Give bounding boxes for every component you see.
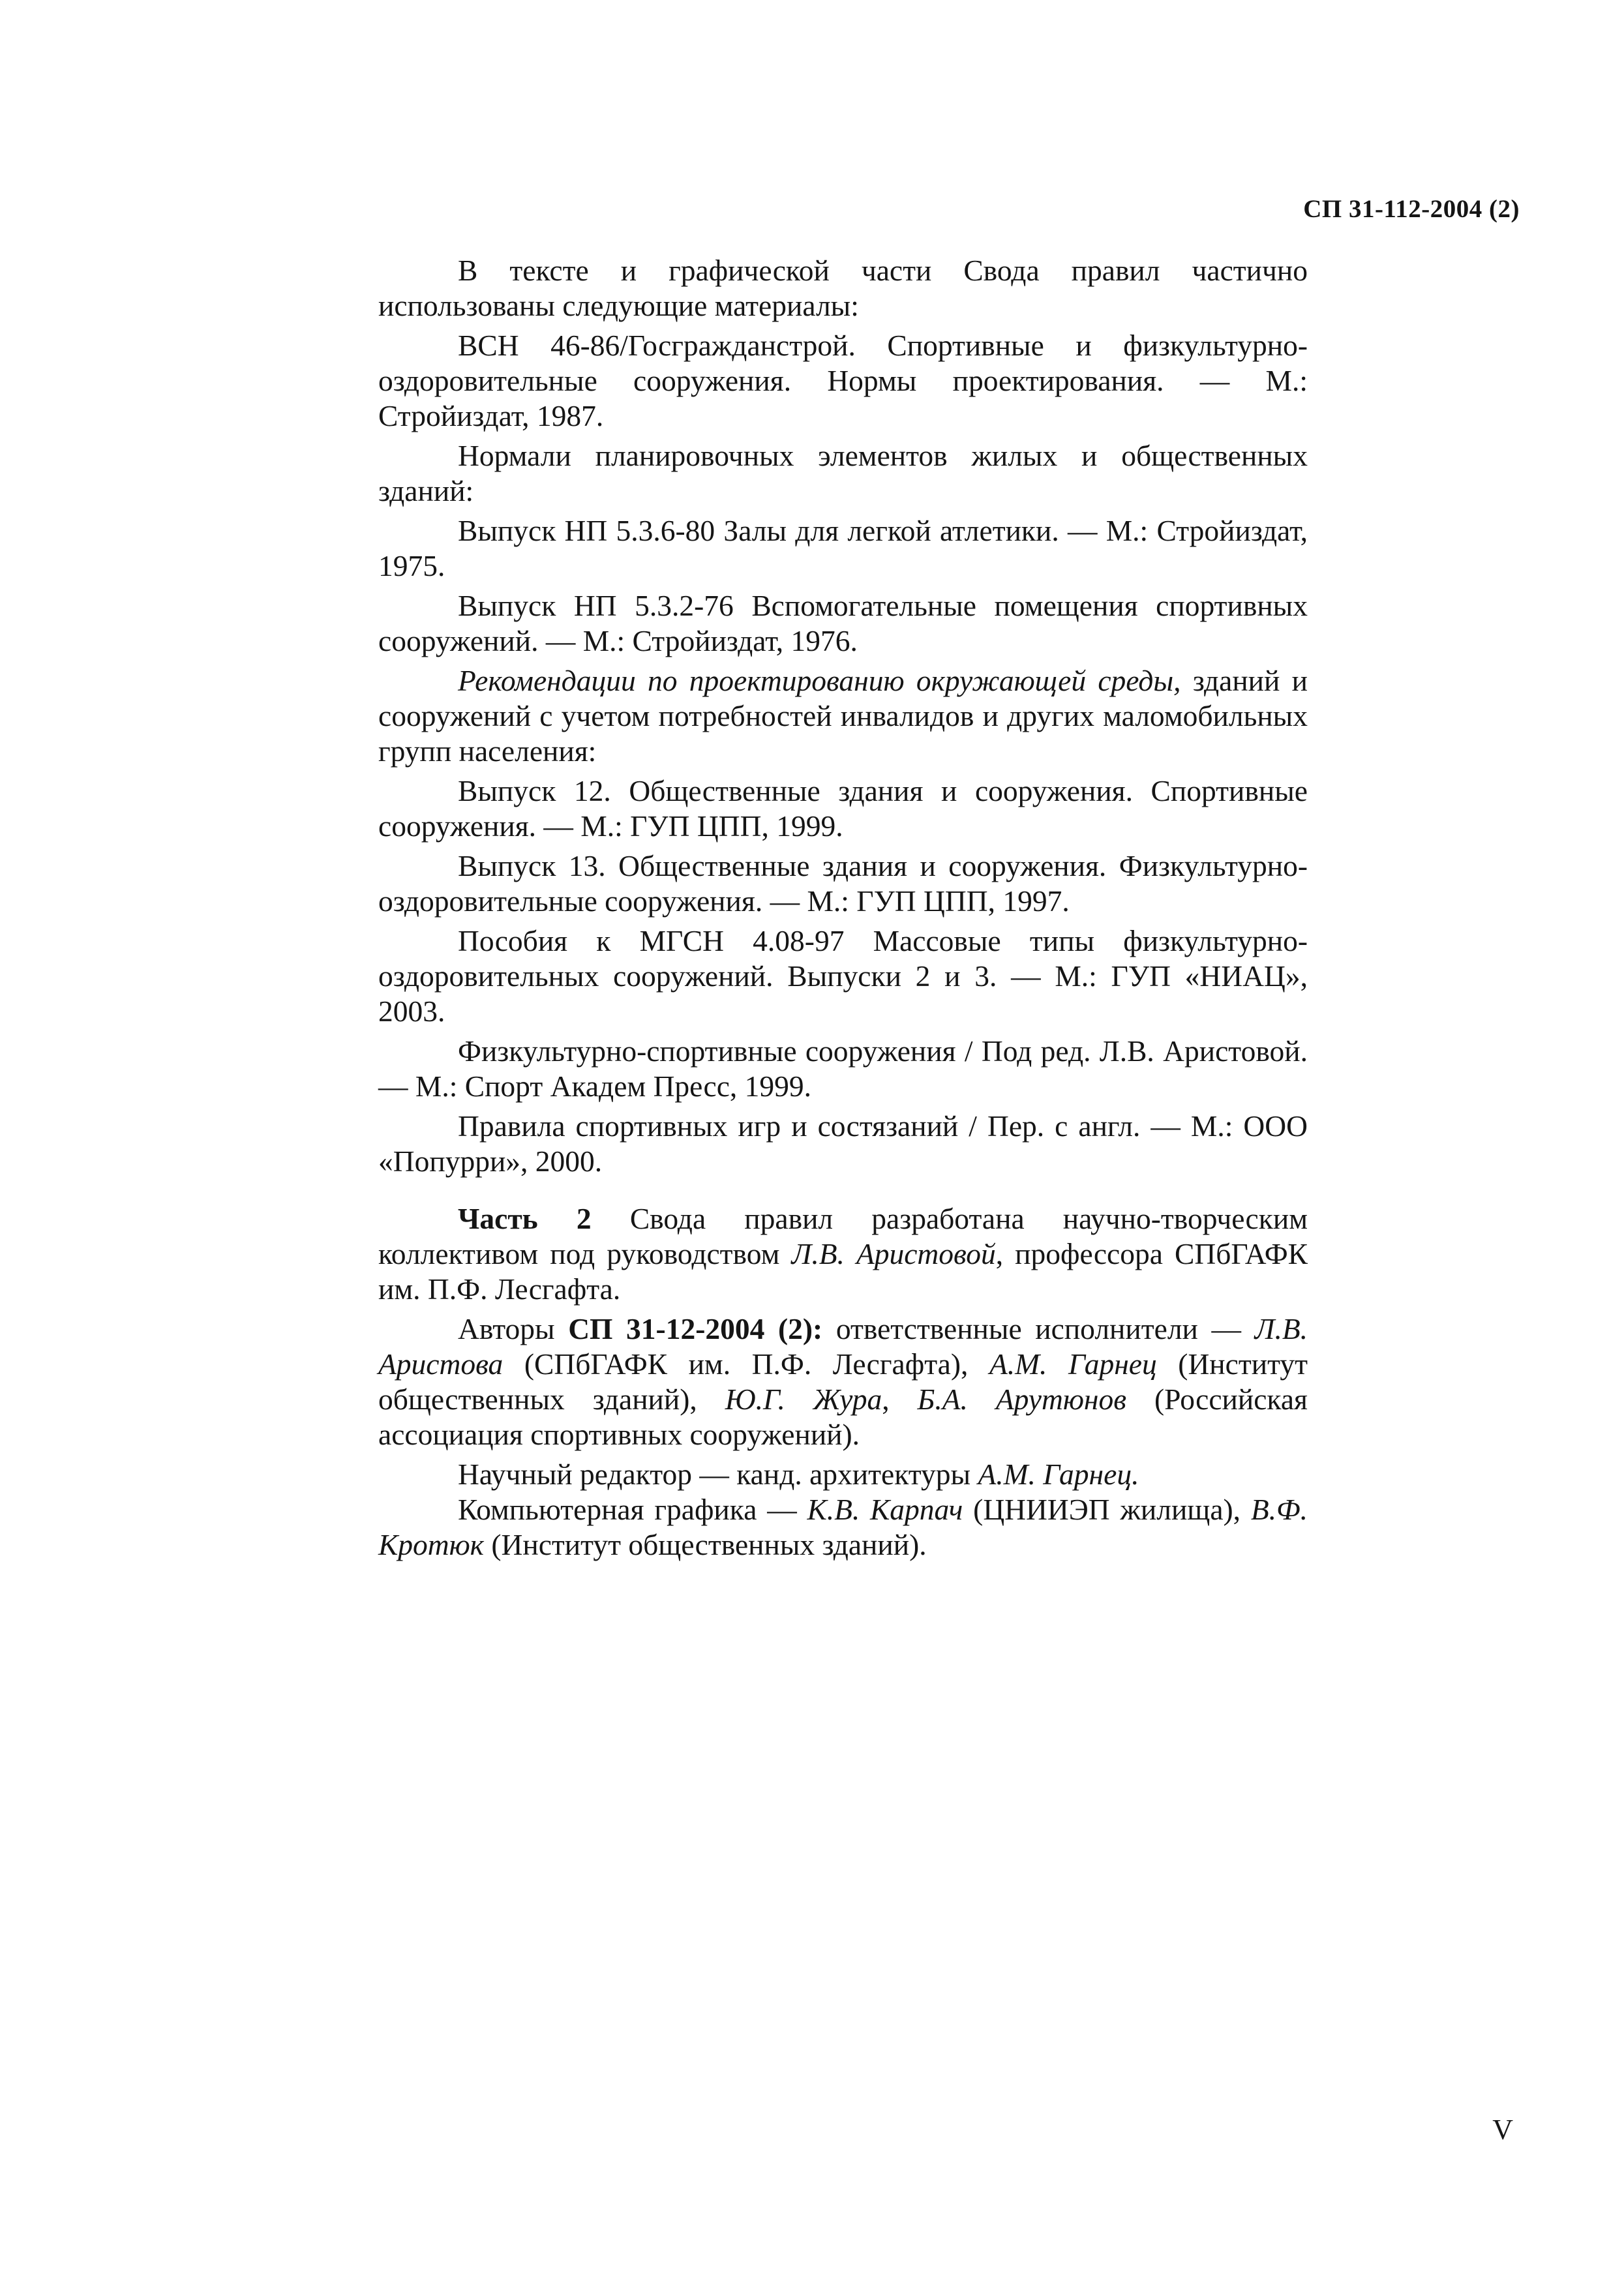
authors-credit bbox=[378, 1311, 1308, 1452]
document-body bbox=[378, 253, 1308, 1567]
part-credit bbox=[378, 1201, 1308, 1307]
page-number: V bbox=[1492, 2114, 1513, 2146]
author-arutyunov: Б.А. Арутюнов bbox=[917, 1383, 1127, 1416]
editor-name: А.М. Гарнец. bbox=[978, 1458, 1139, 1491]
document-code-header: СП 31-112-2004 (2) bbox=[1303, 195, 1520, 223]
authors-text: ответственные исполнители — bbox=[822, 1312, 1255, 1345]
part-label: Часть 2 bbox=[458, 1202, 592, 1235]
author-zhura: Ю.Г. Жура bbox=[725, 1383, 882, 1416]
recommendations-rest: зданий и сооружений с учетом потребностей инвалидов и других маломобильных групп населения: bbox=[378, 664, 1308, 768]
authors-label: Авторы bbox=[458, 1312, 569, 1345]
source-pravila: Правила спортивных игр и состязаний / Пер. с англ. — М.: ООО «Попурри», 2000. bbox=[378, 1109, 1308, 1178]
part-leader: Л.В. Аристовой bbox=[791, 1237, 996, 1270]
sources-intro: В тексте и графической части Свода правил частично использованы следующие материалы: bbox=[378, 254, 1308, 322]
source-posobiya: Пособия к МГСН 4.08-97 Массовые типы физкультурно-оздоровительных сооружений. Выпуски 2 и 3. — М.: ГУП «НИАЦ», 2003. bbox=[378, 924, 1308, 1028]
author-aristova: Л.В. Аристова bbox=[378, 1312, 1308, 1381]
source-fizkultura: Физкультурно-спортивные сооружения / Под ред. Л.В. Аристовой. — М.: Спорт Академ Пресс, 1999. bbox=[378, 1034, 1308, 1103]
authors-text: (СПбГАФК им. П.Ф. Лесгафта), bbox=[503, 1347, 989, 1381]
authors-text: (Институт общественных зданий), bbox=[378, 1347, 1308, 1416]
graphics-credit bbox=[378, 1492, 1308, 1563]
graphics-text-end: (Институт общественных зданий). bbox=[483, 1528, 927, 1561]
source-np-5-3-6-80: Выпуск НП 5.3.6-80 Залы для легкой атлетики. — М.: Стройиздат, 1975. bbox=[378, 514, 1308, 582]
authors-text-end: (Российская ассоциация спортивных сооружений). bbox=[378, 1383, 1308, 1451]
graphics-karpach: К.В. Карпач bbox=[807, 1493, 963, 1526]
recommendations-title: Рекомендации по проектированию окружающей среды, bbox=[458, 664, 1181, 697]
source-vypusk-12: Выпуск 12. Общественные здания и сооружения. Спортивные сооружения. — М.: ГУП ЦПП, 1999. bbox=[378, 774, 1308, 843]
source-vsn: ВСН 46-86/Госгражданстрой. Спортивные и физкультурно-оздоровительные сооружения. Нормы проектирования. — М.: Стройиздат, 1987. bbox=[378, 329, 1308, 432]
author-garnets: А.М. Гарнец bbox=[989, 1347, 1157, 1381]
authors-code: СП 31-12-2004 (2): bbox=[568, 1312, 823, 1345]
editor-credit bbox=[378, 1457, 1308, 1492]
source-normali: Нормали планировочных элементов жилых и общественных зданий: bbox=[378, 439, 1308, 507]
source-vypusk-13: Выпуск 13. Общественные здания и сооружения. Физкультурно-оздоровительные сооружения. — М.: ГУП ЦПП, 1997. bbox=[378, 849, 1308, 918]
graphics-krotyuk: В.Ф. Кротюк bbox=[378, 1493, 1308, 1561]
source-recommendations bbox=[378, 663, 1308, 769]
graphics-text: Компьютерная графика — bbox=[458, 1493, 807, 1526]
source-np-5-3-2-76: Выпуск НП 5.3.2-76 Вспомогательные помещения спортивных сооружений. — М.: Стройиздат, 1976. bbox=[378, 589, 1308, 657]
authors-separator: , bbox=[882, 1383, 918, 1416]
graphics-text: (ЦНИИЭП жилища), bbox=[963, 1493, 1251, 1526]
part-text-end: , профессора СПбГАФК им. П.Ф. Лесгафта. bbox=[378, 1237, 1308, 1306]
editor-text: Научный редактор — канд. архитектуры bbox=[458, 1458, 978, 1491]
part-text: Свода правил разработана научно-творческим коллективом под руководством bbox=[378, 1202, 1308, 1270]
